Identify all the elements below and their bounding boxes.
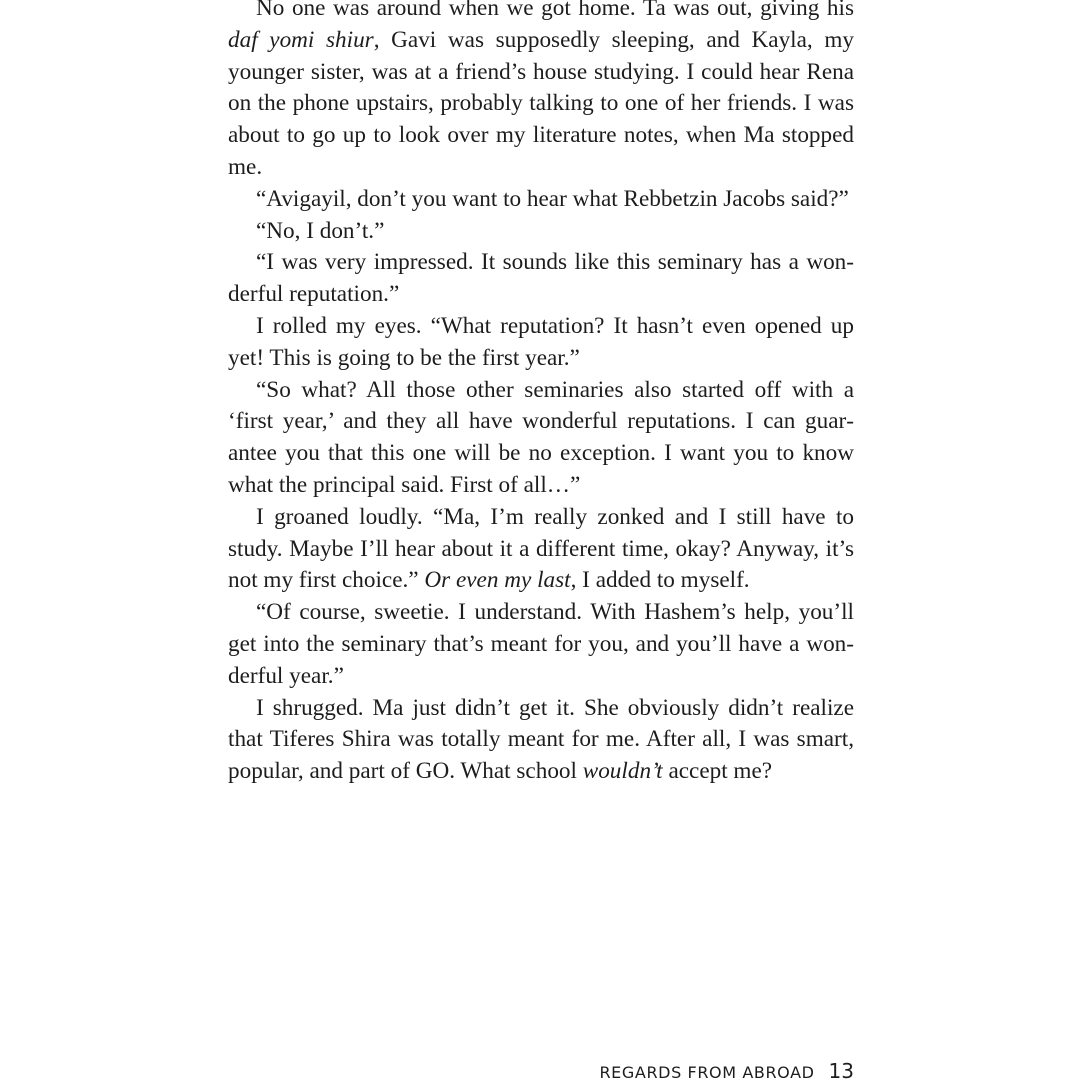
paragraph [228,597,854,692]
paragraph [228,311,854,375]
paragraph-text: “Avigayil, don’t you want to hear what Rebbetzin Jacobs said?” [256,185,849,212]
paragraph-text: “Of course, sweetie. I understand. With Hashem’s help, you’ll get into the seminary that’s meant for you, and you’ll have a wonderful year.” [228,599,854,689]
paragraph-text: “I was very impressed. It sounds like this seminary has a wonderful reputation.” [228,249,854,308]
paragraph-text: , I added to myself. [570,567,750,594]
italic-phrase: Or even my last [424,567,571,594]
paragraph [228,216,854,248]
paragraph [228,247,854,311]
paragraph-text: I rolled my eyes. “What reputation? It hasn’t even opened up yet! This is going to be the first year.” [228,312,854,371]
paragraph [228,0,854,184]
paragraph [228,693,854,788]
paragraph [228,502,854,597]
body-text [228,0,854,788]
paragraph [228,375,854,502]
page-number: 13 [828,1059,854,1083]
italic-phrase: wouldn’t [582,758,663,785]
book-title: REGARDS FROM ABROAD [599,1063,815,1082]
paragraph-text: , Gavi was supposedly sleeping, and Kayla, my younger sister, was at a friend’s house studying. I could hear Rena on the phone upstairs, probably talking to one of her friends. I was about to go up to look over my literature notes, when Ma stopped me. [228,26,854,180]
paragraph-text: accept me? [662,758,773,785]
paragraph-text: I groaned loudly. “Ma, I’m really zonked and I still have to study. Maybe I’ll hear about it a different time, okay? Anyway, it’s not my first choice.” [228,503,854,594]
paragraph [228,184,854,216]
running-footer [599,1059,854,1087]
paragraph-text: No one was around when we got home. Ta was out, giving his [256,0,854,21]
paragraph-text: I shrugged. Ma just didn’t get it. She obviously didn’t realize that Tiferes Shira was totally meant for me. After all, I was smart, popular, and part of GO. What school [228,694,854,785]
paragraph-text: “No, I don’t.” [256,217,385,244]
paragraph-text: “So what? All those other seminaries also started off with a ‘first year,’ and they all have wonderful reputations. I can guarantee you that this one will be no exception. I want you to know what the principal said. First of all…” [228,376,854,498]
italic-phrase: daf yomi shiur [228,26,374,53]
